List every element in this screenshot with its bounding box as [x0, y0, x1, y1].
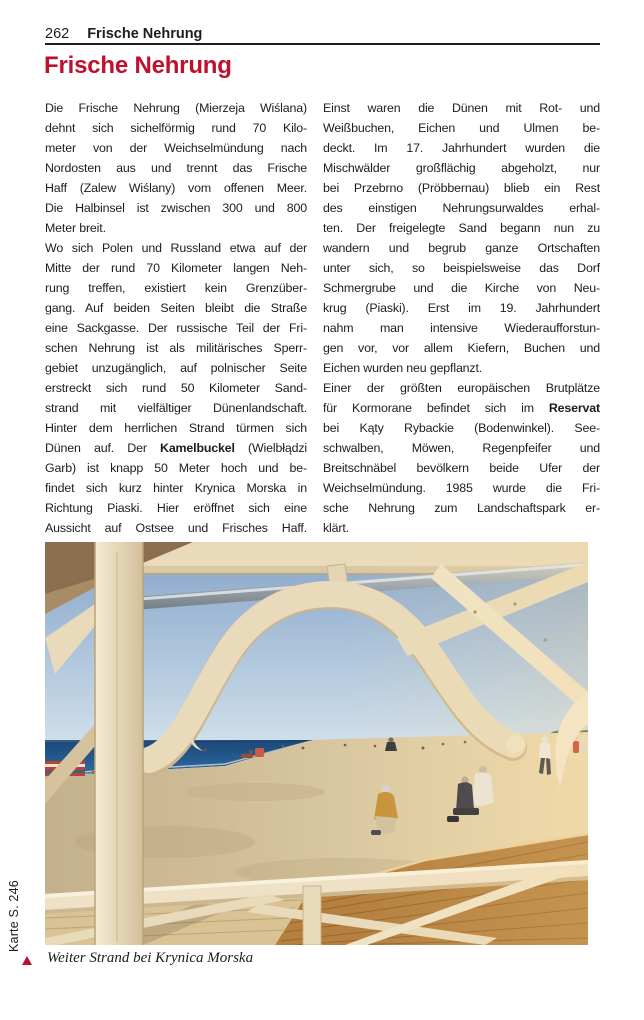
running-head	[45, 26, 202, 42]
text-line: Dünen auf. Der Kamelbuckel (Wielbłądzi	[45, 441, 307, 455]
photo-caption: Weiter Strand bei Krynica Morska	[47, 950, 254, 966]
sunlight-overlay	[345, 542, 588, 945]
text-line: Breitschnäbel bevölkern beide Ufer der	[323, 461, 600, 475]
text-line: ten. Der freigelegte Sand begann nun zu	[323, 221, 600, 235]
text-line: unter sich, so beispielsweise das Dorf	[323, 261, 600, 275]
text-line: krug (Piaski). Erst im 19. Jahrhundert	[323, 301, 600, 315]
text-line: Richtung Piaski. Hier eröffnet sich eine	[45, 501, 307, 515]
header-rule	[45, 43, 600, 45]
text-line: für Kormorane befindet sich im Reservat	[323, 401, 600, 415]
text-line: schen Nehrung ist als militärisches Sperr-	[45, 341, 307, 355]
text-line: deckt. Im 17. Jahrhundert wurden die	[323, 141, 600, 155]
text-line: findet sich kurz hinter Krynica Morska in	[45, 481, 307, 495]
text-line: gen vor, vor allem Kiefern, Buchen und	[323, 341, 600, 355]
text-line: gang. Auf beiden Seiten bleibt die Straße	[45, 301, 307, 315]
chapter-title: Frische Nehrung	[87, 26, 203, 42]
text-line: Mitte der rund 70 Kilometer langen Neh-	[45, 261, 307, 275]
text-line: erstreckt sich rund 50 Kilometer Sand-	[45, 381, 307, 395]
text-line: Einst waren die Dünen mit Rot- und	[323, 101, 600, 115]
text-line: eine Sackgasse. Der russische Teil der Fri-	[45, 321, 307, 335]
text-line: Weichselmündung. 1985 wurde die Fri-	[323, 481, 600, 495]
text-line: Garb) ist knapp 50 Meter hoch und be-	[45, 461, 307, 475]
text-line: Meter breit.	[45, 221, 106, 235]
text-line: Schmergrube und die Kirche von Neu-	[323, 281, 600, 295]
page-number: 262	[45, 26, 70, 42]
caption-triangle-up-icon	[22, 956, 32, 965]
text-line: Wo sich Polen und Russland etwa auf der	[45, 241, 307, 255]
text-line: Einer der größten europäischen Brutplätze	[323, 381, 600, 395]
text-line: bei Przebrno (Pröbbernau) blieb ein Rest	[323, 181, 600, 195]
text-line: Nordosten aus und trennt das Frische	[45, 161, 307, 175]
text-line: meter von der Weichselmündung nach	[45, 141, 307, 155]
margin-note-map-reference: Karte S. 246	[7, 880, 21, 952]
beach-photo	[45, 542, 588, 945]
text-column-right	[323, 98, 600, 538]
text-line: gebiet unzugänglich, auf polnischer Seite	[45, 361, 307, 375]
text-line: Mischwälder großflächig abgeholzt, nur	[323, 161, 600, 175]
text-line: Haff (Zalew Wiślany) vom offenen Meer.	[45, 181, 307, 195]
text-line: Hinter dem herrlichen Strand türmen sich	[45, 421, 307, 435]
text-line: rung treffen, existiert kein Grenzüber-	[45, 281, 307, 295]
text-line: klärt.	[323, 521, 349, 535]
text-line: sche Nehrung zum Landschaftspark er-	[323, 501, 600, 515]
text-line: Die Halbinsel ist zwischen 300 und 800	[45, 201, 307, 215]
text-column-left	[45, 98, 307, 538]
text-line: Die Frische Nehrung (Mierzeja Wiślana)	[45, 101, 307, 115]
text-line: schwalben, Möwen, Regenpfeifer und	[323, 441, 600, 455]
text-line: wandern und begrub ganze Ortschaften	[323, 241, 600, 255]
text-line: Aussicht auf Ostsee und Frisches Haff.	[45, 521, 307, 535]
text-line: dehnt sich sichelförmig rund 70 Kilo-	[45, 121, 307, 135]
text-line: Weißbuchen, Eichen und Ulmen be-	[323, 121, 600, 135]
text-line: des einstigen Nehrungsurwaldes erhal-	[323, 201, 600, 215]
text-line: strand mit vielfältiger Dünenlandschaft.	[45, 401, 307, 415]
text-line: bei Kąty Rybackie (Bodenwinkel). See-	[323, 421, 600, 435]
text-line: nahm man intensive Wiederaufforstun-	[323, 321, 600, 335]
text-line: Eichen wurden neu gepflanzt.	[323, 361, 483, 375]
article-title: Frische Nehrung	[44, 52, 232, 79]
pavilion-post	[95, 542, 143, 945]
